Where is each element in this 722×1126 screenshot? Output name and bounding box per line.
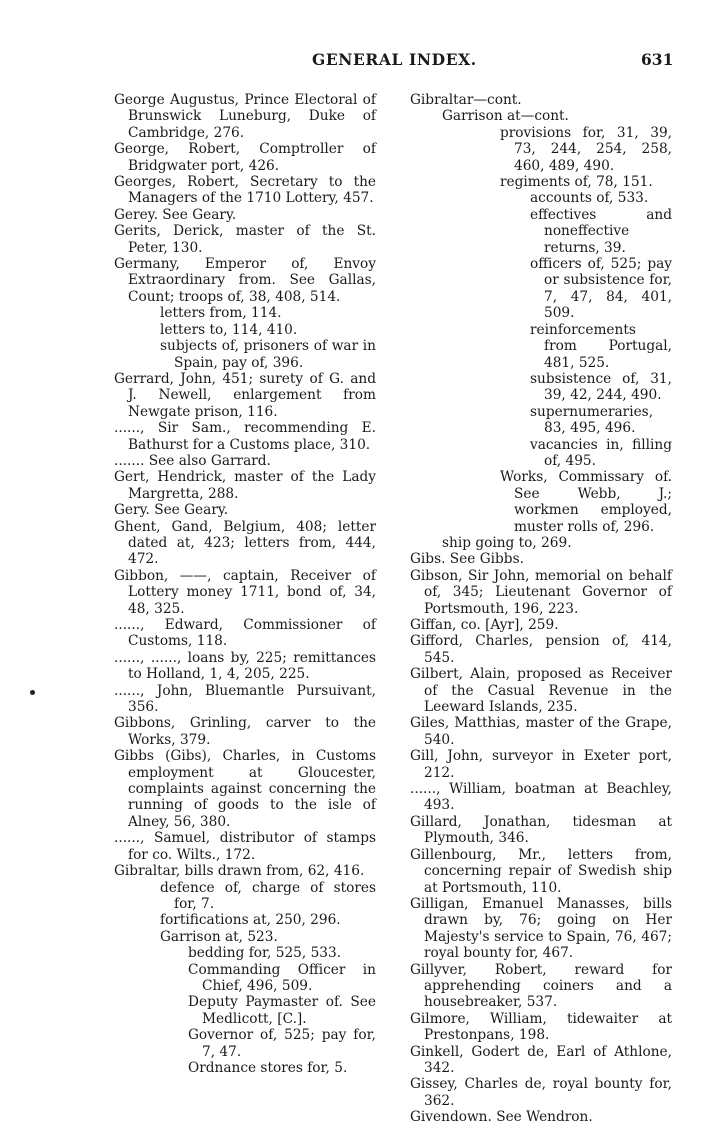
index-entry: fortifications at, 250, 296.: [160, 912, 341, 929]
index-entry: provisions for, 31, 39, 73, 244, 254, 258, 460, 489, 490.: [500, 124, 672, 174]
index-entry: Gillenbourg, Mr., letters from, concerning repair of Swedish ship at Portsmouth, 110.: [410, 846, 672, 896]
index-entry: subjects of, prisoners of war in Spain, pay of, 396.: [160, 338, 376, 371]
index-entry: ......, John, Bluemantle Pursuivant, 356.: [114, 682, 376, 716]
index-entry: Garrison at—cont.: [442, 108, 569, 125]
index-entry: Gerrard, John, 451; surety of G. and J. Newell, enlargement from Newgate prison, 116.: [114, 370, 376, 420]
index-column-left: [114, 92, 376, 1076]
index-entry: defence of, charge of stores for, 7.: [160, 879, 376, 912]
index-entry: ......, Edward, Commissioner of Customs, 118.: [114, 617, 376, 650]
index-entry: Gifford, Charles, pension of, 414, 545.: [410, 633, 672, 666]
index-entry: Gibbon, ——, captain, Receiver of Lottery money 1711, bond of, 34, 48, 325.: [114, 567, 376, 617]
index-entry: Gilligan, Emanuel Manasses, bills drawn by, 76; going on Her Majesty's service to Spain, 76, 467; royal bounty for, 467.: [410, 895, 672, 962]
index-column-right: [410, 92, 672, 1126]
index-entry: letters from, 114.: [160, 305, 282, 322]
index-entry: supernumeraries, 83, 495, 496.: [530, 403, 654, 437]
index-entry: Gery. See Geary.: [114, 502, 229, 519]
index-entry: Governor of, 525; pay for, 7, 47.: [188, 1027, 376, 1060]
index-entry: ......, William, boatman at Beachley, 493.: [410, 781, 672, 814]
index-entry: Gert, Hendrick, master of the Lady Margretta, 288.: [114, 469, 376, 502]
index-entry: ......, Sir Sam., recommending E. Bathurst for a Customs place, 310.: [114, 420, 376, 453]
index-entry: ....... See also Garrard.: [114, 452, 271, 469]
margin-dot: [30, 690, 35, 695]
page-number: 631: [641, 50, 674, 69]
index-entry: Gibbons, Grinling, carver to the Works, 379.: [114, 715, 376, 748]
index-entry: Giles, Matthias, master of the Grape, 540.: [410, 715, 672, 748]
index-entry: Gillard, Jonathan, tidesman at Plymouth, 346.: [410, 813, 672, 847]
index-entry: Gerey. See Geary.: [114, 206, 237, 223]
index-entry: Gilmore, William, tidewaiter at Prestonpans, 198.: [410, 1010, 672, 1044]
index-entry: Gibs. See Gibbs.: [410, 551, 524, 568]
index-entry: vacancies in, filling of, 495.: [530, 436, 672, 469]
index-entry: Georges, Robert, Secretary to the Managers of the 1710 Lottery, 457.: [114, 174, 376, 207]
index-entry: ......, Samuel, distributor of stamps for co. Wilts., 172.: [114, 830, 376, 863]
index-entry: accounts of, 533.: [530, 190, 649, 207]
index-entry: Gibraltar, bills drawn from, 62, 416.: [114, 863, 365, 880]
index-entry: subsistence of, 31, 39, 42, 244, 490.: [530, 370, 672, 404]
index-entry: Gibraltar—cont.: [410, 92, 522, 108]
index-entry: Gill, John, surveyor in Exeter port, 212.: [410, 748, 672, 781]
index-entry: George Augustus, Prince Electoral of Brunswick Luneburg, Duke of Cambridge, 276.: [114, 92, 376, 141]
index-entry: bedding for, 525, 533.: [188, 945, 342, 962]
page-title: GENERAL INDEX.: [312, 50, 477, 69]
index-entry: George, Robert, Comptroller of Bridgwater port, 426.: [114, 141, 376, 174]
index-entry: Deputy Paymaster of. See Medlicott, [C.].: [188, 994, 376, 1027]
index-entry: Gillyver, Robert, reward for apprehending coiners and a housebreaker, 537.: [410, 961, 672, 1011]
index-entry: effectives and noneffective returns, 39.: [530, 206, 672, 256]
index-entry: Germany, Emperor of, Envoy Extraordinary from. See Gallas, Count; troops of, 38, 408, 514.: [114, 256, 376, 305]
index-entry: Ginkell, Godert de, Earl of Athlone, 342.: [410, 1043, 672, 1076]
index-entry: regiments of, 78, 151.: [500, 174, 653, 191]
index-entry: Givendown. See Wendron.: [410, 1109, 593, 1126]
index-entry: Commanding Officer in Chief, 496, 509.: [188, 961, 376, 994]
index-entry: Gissey, Charles de, royal bounty for, 362.: [410, 1076, 672, 1109]
index-entry: Gibson, Sir John, memorial on behalf of, 345; Lieutenant Governor of Portsmouth, 196, 223.: [410, 567, 672, 617]
index-entry: Ordnance stores for, 5.: [188, 1059, 348, 1076]
index-entry: officers of, 525; pay or subsistence for, 7, 47, 84, 401, 509.: [530, 256, 672, 322]
index-entry: Gibbs (Gibs), Charles, in Customs employment at Gloucester, complaints against concerning the running of goods to the isle of Alney, 56, 380.: [114, 748, 376, 830]
index-entry: Giffan, co. [Ayr], 259.: [410, 617, 559, 633]
index-entry: Gerits, Derick, master of the St. Peter, 130.: [114, 223, 376, 256]
index-entry: ship going to, 269.: [442, 534, 572, 551]
index-entry: Works, Commissary of. See Webb, J.; workmen employed, muster rolls of, 296.: [500, 469, 672, 535]
index-entry: Garrison at, 523.: [160, 928, 278, 945]
index-entry: reinforcements from Portugal, 481, 525.: [530, 321, 672, 371]
index-entry: ......, ......, loans by, 225; remittances to Holland, 1, 4, 205, 225.: [114, 649, 376, 683]
index-entry: Ghent, Gand, Belgium, 408; letter dated at, 423; letters from, 444, 472.: [114, 518, 376, 568]
index-entry: letters to, 114, 410.: [160, 321, 298, 338]
page-header: [0, 50, 722, 72]
index-entry: Gilbert, Alain, proposed as Receiver of the Casual Revenue in the Leeward Islands, 235.: [410, 666, 672, 716]
